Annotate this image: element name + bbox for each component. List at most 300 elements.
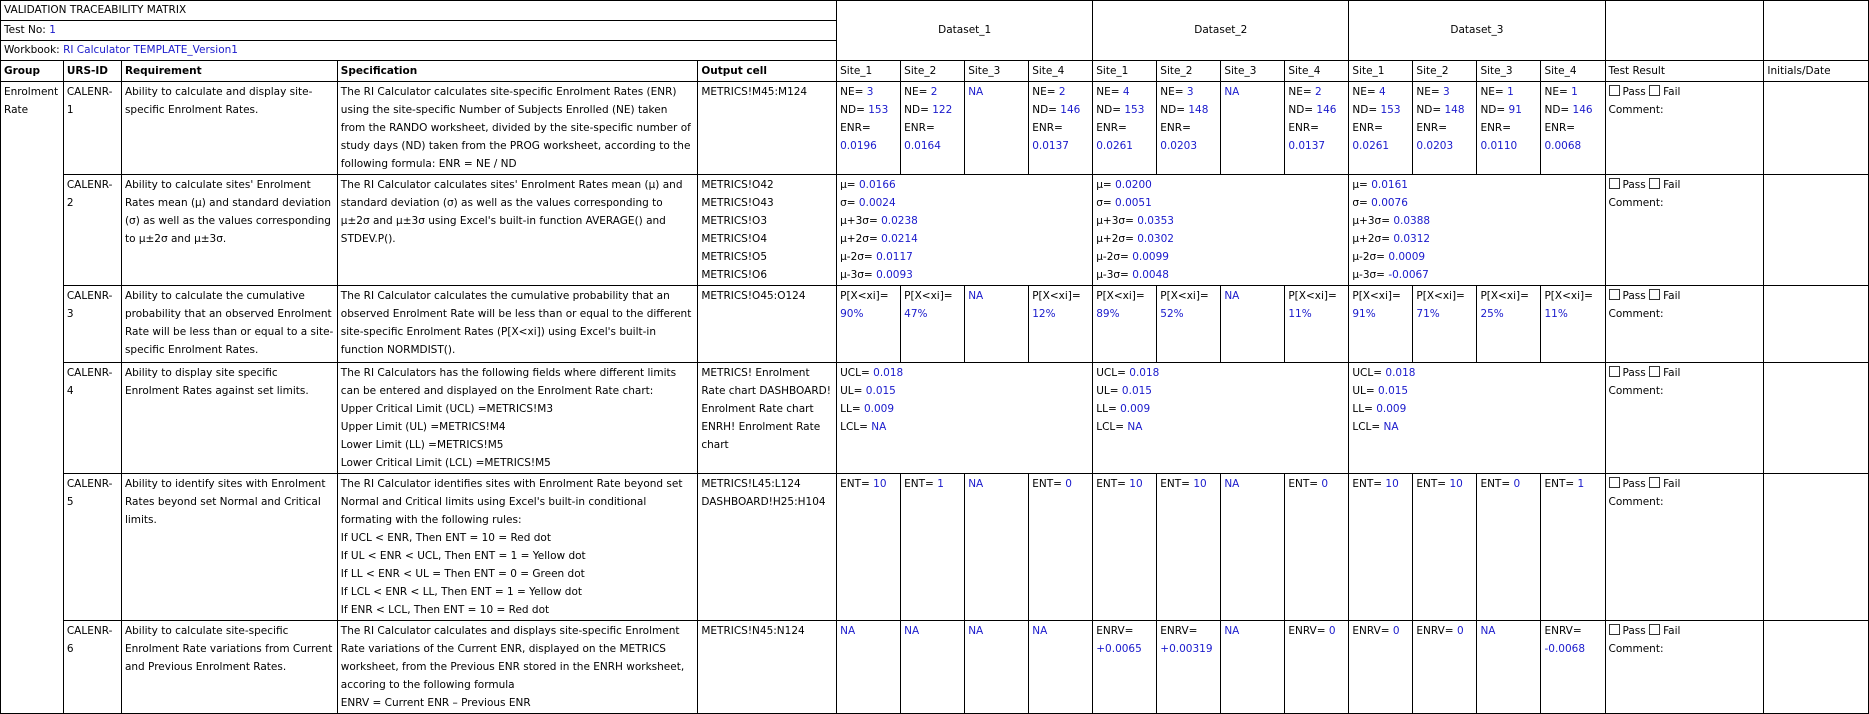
cell-line [1480, 622, 1537, 640]
value-label: P[X<xi]= [1544, 290, 1593, 302]
stat-line [1096, 364, 1345, 382]
stat-line [1096, 212, 1345, 230]
cell-line [840, 137, 897, 155]
cell-line [1352, 137, 1409, 155]
fail-checkbox[interactable] [1649, 178, 1660, 189]
dataset-stats-cell [1093, 175, 1349, 286]
stat-line [840, 230, 1089, 248]
value: 0.0076 [1371, 197, 1408, 209]
col-header-text: Specification [340, 65, 418, 77]
cell-line [1480, 83, 1537, 101]
stat-line [840, 176, 1089, 194]
value: 0.0312 [1393, 233, 1431, 245]
dataset-stats-cell [1349, 175, 1605, 286]
site-label: Site_1 [1352, 65, 1385, 77]
value-label: ENT= [1544, 478, 1578, 490]
stat-line [1096, 266, 1345, 284]
cell-line [1544, 640, 1601, 658]
dataset-stats-cell [1349, 363, 1605, 474]
stat-line [1352, 176, 1601, 194]
value-label: P[X<xi]= [1032, 290, 1081, 302]
test-no-label-text: Test No: [4, 24, 46, 36]
value: NA [968, 86, 984, 98]
cell-line [1480, 475, 1537, 493]
urs-id-cell [63, 82, 121, 175]
specification-cell-line: The RI Calculators has the following fields where different limits can be entered and displayed on the Enrolment Rate chart: [340, 367, 677, 397]
value: 0.0203 [1160, 140, 1198, 152]
output-cell [698, 175, 837, 286]
site-header [1477, 61, 1541, 82]
stat-line [1096, 230, 1345, 248]
cell-line [1416, 305, 1473, 323]
cell-line [1544, 622, 1601, 640]
output-cell-text: METRICS! Enrolment Rate chart DASHBOARD! Enrolment Rate chart ENRH! Enrolment Rate chart [701, 367, 831, 451]
initials-date-cell[interactable] [1764, 82, 1869, 175]
pass-fail [1609, 364, 1761, 382]
cell-line [1544, 101, 1601, 119]
specification-cell [337, 175, 698, 286]
probability-cell [1285, 286, 1349, 363]
test-result-cell [1605, 286, 1764, 363]
initials-header-top [1764, 1, 1869, 61]
cell-line [1480, 305, 1537, 323]
value-label: P[X<xi]= [904, 290, 953, 302]
value: 0.0099 [1132, 251, 1169, 263]
output-cell [698, 621, 837, 714]
specification-cell-line: Lower Limit (LL) =METRICS!M5 [340, 439, 504, 451]
output-cell-line: METRICS!O42 [701, 179, 774, 191]
requirement-cell-text: Ability to calculate the cumulative probability that an observed Enrolment Rate will be less than or equal to a site-specific Enrolment Rates. [124, 290, 334, 356]
value: 146 [1316, 104, 1337, 116]
value: 0.0048 [1132, 269, 1169, 281]
fail-label: Fail [1663, 179, 1681, 191]
ent-cell [965, 474, 1029, 621]
value-label: µ= [840, 179, 859, 191]
output-cell [698, 82, 837, 175]
cell-line [1288, 119, 1345, 137]
probability-cell [837, 286, 901, 363]
value-label: ENT= [1480, 478, 1514, 490]
value-label: ENRV= [1352, 625, 1393, 637]
comment-label: Comment: [1608, 385, 1664, 397]
site-header [1029, 61, 1093, 82]
value-label: µ-3σ= [840, 269, 877, 281]
value: 0.0203 [1416, 140, 1454, 152]
specification-cell-line: If LCL < ENR < LL, Then ENT = 1 = Yellow dot [340, 586, 582, 598]
value-label: ENRV= [1160, 625, 1198, 637]
urs-id-cell [63, 175, 121, 286]
probability-cell [901, 286, 965, 363]
enrv-cell [1093, 621, 1157, 714]
specification-cell-line: The RI Calculator calculates and displays site-specific Enrolment Rate variations of the Current ENR, displayed on the METRICS worksheet, from the Previous ENR stored in the ENRH worksheet, accoring to the following formula [340, 625, 685, 691]
value: 0 [1321, 478, 1329, 490]
value: 91% [1352, 308, 1376, 320]
requirement-row [1, 286, 1869, 363]
urs-id-cell [63, 363, 121, 474]
group-text: Enrolment Rate [4, 86, 59, 116]
specification-cell-line: Upper Critical Limit (UCL) =METRICS!M3 [340, 403, 553, 415]
initials-date-cell[interactable] [1764, 286, 1869, 363]
requirement-cell [121, 82, 337, 175]
cell-line [1032, 137, 1089, 155]
stat-line [1352, 400, 1601, 418]
fail-label: Fail [1663, 478, 1681, 490]
value-label: LL= [1096, 403, 1121, 415]
cell-line [1160, 119, 1217, 137]
cell-line [840, 305, 897, 323]
cell-line [1160, 137, 1217, 155]
value: 11% [1544, 308, 1568, 320]
cell-line [1544, 83, 1601, 101]
specification-cell-line: ENRV = Current ENR – Previous ENR [340, 697, 531, 709]
value: 52% [1160, 308, 1184, 320]
col-header-urs-id [63, 61, 121, 82]
value-label: σ= [1096, 197, 1116, 209]
value: 0 [1513, 478, 1521, 490]
urs-id-cell-text: CALENR-6 [66, 625, 113, 655]
sheet-title [1, 1, 837, 21]
workbook-value: RI Calculator TEMPLATE_Version1 [63, 44, 238, 56]
value-label: µ+2σ= [840, 233, 882, 245]
initials-date-cell[interactable] [1764, 621, 1869, 714]
value: 91 [1508, 104, 1522, 116]
specification-cell-line: If UL < ENR < UCL, Then ENT = 1 = Yellow dot [340, 550, 586, 562]
initials-date-cell[interactable] [1764, 474, 1869, 621]
stat-line [840, 212, 1089, 230]
value: 10 [1129, 478, 1143, 490]
cell-line [904, 287, 961, 305]
col-header-requirement [121, 61, 337, 82]
stat-line [1096, 400, 1345, 418]
value: 148 [1188, 104, 1209, 116]
value-label: µ+2σ= [1096, 233, 1138, 245]
value: 0.0068 [1544, 140, 1582, 152]
pass-fail [1609, 176, 1761, 194]
group-cell [1, 82, 64, 714]
requirement-cell [121, 621, 337, 714]
col-header-text: Requirement [124, 65, 202, 77]
value: NA [1224, 478, 1240, 490]
value-label: σ= [840, 197, 859, 209]
site-label: Site_4 [1288, 65, 1321, 77]
cell-line [1288, 475, 1345, 493]
enrv-cell [1477, 621, 1541, 714]
col-header-text: Output cell [701, 65, 767, 77]
value: NA [1383, 421, 1399, 433]
pass-label: Pass [1622, 86, 1646, 98]
value-label: ENRV= [1416, 625, 1457, 637]
workbook-label-text: Workbook: [4, 44, 60, 56]
specification-cell-line: Lower Critical Limit (LCL) =METRICS!M5 [340, 457, 551, 469]
cell-line [904, 305, 961, 323]
cell-line [968, 119, 1025, 137]
specification-cell [337, 82, 698, 175]
site-value-cell [1029, 82, 1093, 175]
stat-line [840, 400, 1089, 418]
cell-line [1480, 101, 1537, 119]
value: 11% [1288, 308, 1312, 320]
probability-cell [1413, 286, 1477, 363]
value: 90% [840, 308, 864, 320]
value: 122 [932, 104, 953, 116]
value-label: P[X<xi]= [1416, 290, 1465, 302]
pass-checkbox[interactable] [1609, 178, 1620, 189]
value: 0.0238 [881, 215, 918, 227]
stat-line [1352, 364, 1601, 382]
site-label: Site_3 [1224, 65, 1257, 77]
output-cell-line: METRICS!O3 [701, 215, 767, 227]
value: 0.0137 [1032, 140, 1069, 152]
cell-line [1160, 640, 1217, 658]
value: 10 [1385, 478, 1399, 490]
cell-line [1096, 101, 1153, 119]
cell-line [1352, 83, 1409, 101]
pass-checkbox[interactable] [1609, 366, 1620, 377]
value-label: ND= [1032, 104, 1061, 116]
enrv-cell [1349, 621, 1413, 714]
dataset-header-2 [1093, 1, 1349, 61]
value-label: ENR= [1032, 122, 1063, 134]
cell-line [1288, 287, 1345, 305]
output-cell-line: METRICS!O4 [701, 233, 767, 245]
pass-fail [1609, 475, 1761, 493]
site-value-cell [1477, 82, 1541, 175]
cell-line [840, 622, 897, 640]
value-label: UCL= [840, 367, 874, 379]
cell-line [1096, 475, 1153, 493]
cell-line [1224, 83, 1281, 101]
value-label: ND= [1480, 104, 1509, 116]
cell-line [1032, 622, 1089, 640]
cell-line [968, 287, 1025, 305]
fail-checkbox[interactable] [1649, 85, 1660, 96]
value: NA [1224, 86, 1240, 98]
requirement-cell [121, 363, 337, 474]
value-label: ENR= [1288, 122, 1319, 134]
output-cell-line: METRICS!O5 [701, 251, 767, 263]
col-header-text: Initials/Date [1767, 65, 1831, 77]
value-label: µ-2σ= [840, 251, 877, 263]
value: 0.0093 [876, 269, 913, 281]
value: 2 [930, 86, 938, 98]
value: 10 [873, 478, 887, 490]
value: 12% [1032, 308, 1056, 320]
enrv-cell [1029, 621, 1093, 714]
cell-line [1352, 475, 1409, 493]
requirement-cell-text: Ability to calculate and display site-specific Enrolment Rates. [124, 86, 313, 116]
stat-line [1352, 194, 1601, 212]
dataset-title: Dataset_3 [1450, 24, 1504, 36]
cell-line [904, 622, 961, 640]
site-label: Site_2 [1160, 65, 1193, 77]
value-label: ND= [1288, 104, 1317, 116]
cell-line [1096, 83, 1153, 101]
stat-line [1352, 248, 1601, 266]
workbook-label [1, 41, 837, 61]
pass-checkbox[interactable] [1609, 85, 1620, 96]
value: 0.0214 [881, 233, 918, 245]
value: 0.015 [1378, 385, 1409, 397]
value-label: ENT= [1288, 478, 1322, 490]
ent-cell [1349, 474, 1413, 621]
specification-cell-text: The RI Calculator calculates the cumulative probability that an observed Enrolment Rate will be less than or equal to the different site-specific Enrolment Rates (P[X<xi]) using Excel's built-in function NORMDIST(). [340, 290, 692, 356]
specification-cell-line: If ENR < LCL, Then ENT = 10 = Red dot [340, 604, 550, 616]
ent-cell [1157, 474, 1221, 621]
site-value-cell [837, 82, 901, 175]
value-label: ENR= [1544, 122, 1576, 134]
value: 146 [1572, 104, 1593, 116]
cell-line [1416, 287, 1473, 305]
value: NA [1224, 625, 1240, 637]
value: 0.009 [1376, 403, 1407, 415]
site-label: Site_2 [904, 65, 937, 77]
pass-checkbox[interactable] [1609, 624, 1620, 635]
value-label: NE= [1480, 86, 1508, 98]
value-label: P[X<xi]= [1096, 290, 1145, 302]
ent-cell [901, 474, 965, 621]
cell-line [840, 119, 897, 137]
pass-checkbox[interactable] [1609, 477, 1620, 488]
fail-checkbox[interactable] [1649, 366, 1660, 377]
sheet-title-text: VALIDATION TRACEABILITY MATRIX [4, 4, 187, 16]
output-cell-text: METRICS!O45:O124 [701, 290, 806, 302]
cell-line [1096, 119, 1153, 137]
value: 1 [1507, 86, 1514, 98]
value-label: ENT= [1416, 478, 1450, 490]
value: NA [904, 625, 920, 637]
value-label: LL= [1352, 403, 1377, 415]
cell-line [1160, 83, 1217, 101]
dataset-stats-cell [837, 175, 1093, 286]
pass-checkbox[interactable] [1609, 289, 1620, 300]
value: 0.0024 [858, 197, 896, 209]
value-label: ENR= [1352, 122, 1383, 134]
enrv-cell [1157, 621, 1221, 714]
initials-date-cell[interactable] [1764, 363, 1869, 474]
value-label: µ= [1352, 179, 1372, 191]
cell-line [1032, 101, 1089, 119]
cell-line [1544, 119, 1601, 137]
cell-line [1096, 137, 1153, 155]
col-header-group [1, 61, 64, 82]
comment-label: Comment: [1608, 308, 1664, 320]
value: 47% [904, 308, 928, 320]
cell-line [1160, 475, 1217, 493]
col-header-text: URS-ID [66, 65, 108, 77]
cell-line [1352, 622, 1409, 640]
value-label: ENR= [1416, 122, 1447, 134]
probability-cell [1541, 286, 1605, 363]
value: 0.0137 [1288, 140, 1326, 152]
value: 0.018 [1129, 367, 1160, 379]
cell-line [1032, 287, 1089, 305]
site-value-cell [1541, 82, 1605, 175]
cell-line [904, 475, 961, 493]
site-label: Site_3 [1480, 65, 1513, 77]
stat-line [840, 382, 1089, 400]
site-header [1221, 61, 1285, 82]
col-header-text: Test Result [1608, 65, 1665, 77]
value-label: µ= [1096, 179, 1116, 191]
value-label: UL= [1352, 385, 1379, 397]
value: 25% [1480, 308, 1504, 320]
output-cell-line: METRICS!L45:L124 [701, 478, 801, 490]
value-label: NE= [1096, 86, 1123, 98]
specification-cell-line: If UCL < ENR, Then ENT = 10 = Red dot [340, 532, 551, 544]
test-result-header-top [1605, 1, 1764, 61]
value-label: ENR= [840, 122, 871, 134]
requirement-cell [121, 286, 337, 363]
value: 0.0196 [840, 140, 877, 152]
fail-checkbox[interactable] [1649, 477, 1660, 488]
ent-cell [1413, 474, 1477, 621]
value: 10 [1193, 478, 1207, 490]
stat-line [1352, 382, 1601, 400]
value: 0.0388 [1393, 215, 1431, 227]
cell-line [1032, 475, 1089, 493]
value: 0.015 [865, 385, 896, 397]
specification-cell-line: If LL < ENR < UL = Then ENT = 0 = Green dot [340, 568, 585, 580]
probability-cell [1157, 286, 1221, 363]
pass-fail [1609, 83, 1761, 101]
value: 0 [1456, 625, 1464, 637]
stat-line [840, 418, 1089, 436]
dataset-title: Dataset_2 [1194, 24, 1248, 36]
urs-id-cell-text: CALENR-4 [66, 367, 113, 397]
test-result-cell [1605, 175, 1764, 286]
value-label: ENT= [840, 478, 874, 490]
requirement-cell-text: Ability to display site specific Enrolment Rates against set limits. [124, 367, 309, 397]
cell-line [1480, 119, 1537, 137]
value: 0.0302 [1137, 233, 1174, 245]
value: NA [1224, 290, 1240, 302]
fail-checkbox[interactable] [1649, 289, 1660, 300]
cell-line [1032, 83, 1089, 101]
fail-checkbox[interactable] [1649, 624, 1660, 635]
column-header-row [1, 61, 1869, 82]
stat-line [1096, 176, 1345, 194]
value-label: ENRV= [1288, 625, 1329, 637]
site-label: Site_3 [968, 65, 1001, 77]
value: 1 [937, 478, 944, 490]
value: 153 [868, 104, 889, 116]
value-label: NE= [1032, 86, 1059, 98]
site-header [1349, 61, 1413, 82]
value-label: NE= [904, 86, 931, 98]
dataset-header-1 [837, 1, 1093, 61]
cell-line [1416, 475, 1473, 493]
cell-line [1352, 101, 1409, 119]
cell-line [1096, 640, 1153, 658]
value: 0.015 [1121, 385, 1152, 397]
value: +0.00319 [1160, 643, 1213, 655]
cell-line [840, 475, 897, 493]
comment-label: Comment: [1608, 643, 1664, 655]
output-cell [698, 474, 837, 621]
value: NA [840, 625, 856, 637]
specification-cell [337, 474, 698, 621]
requirement-row [1, 82, 1869, 175]
site-value-cell [1285, 82, 1349, 175]
value: NA [1032, 625, 1048, 637]
cell-line [1224, 101, 1281, 119]
requirement-row [1, 363, 1869, 474]
value-label: ENR= [1480, 122, 1512, 134]
value: 0.018 [873, 367, 904, 379]
initials-date-cell[interactable] [1764, 175, 1869, 286]
enrv-cell [1541, 621, 1605, 714]
comment-label: Comment: [1608, 197, 1664, 209]
